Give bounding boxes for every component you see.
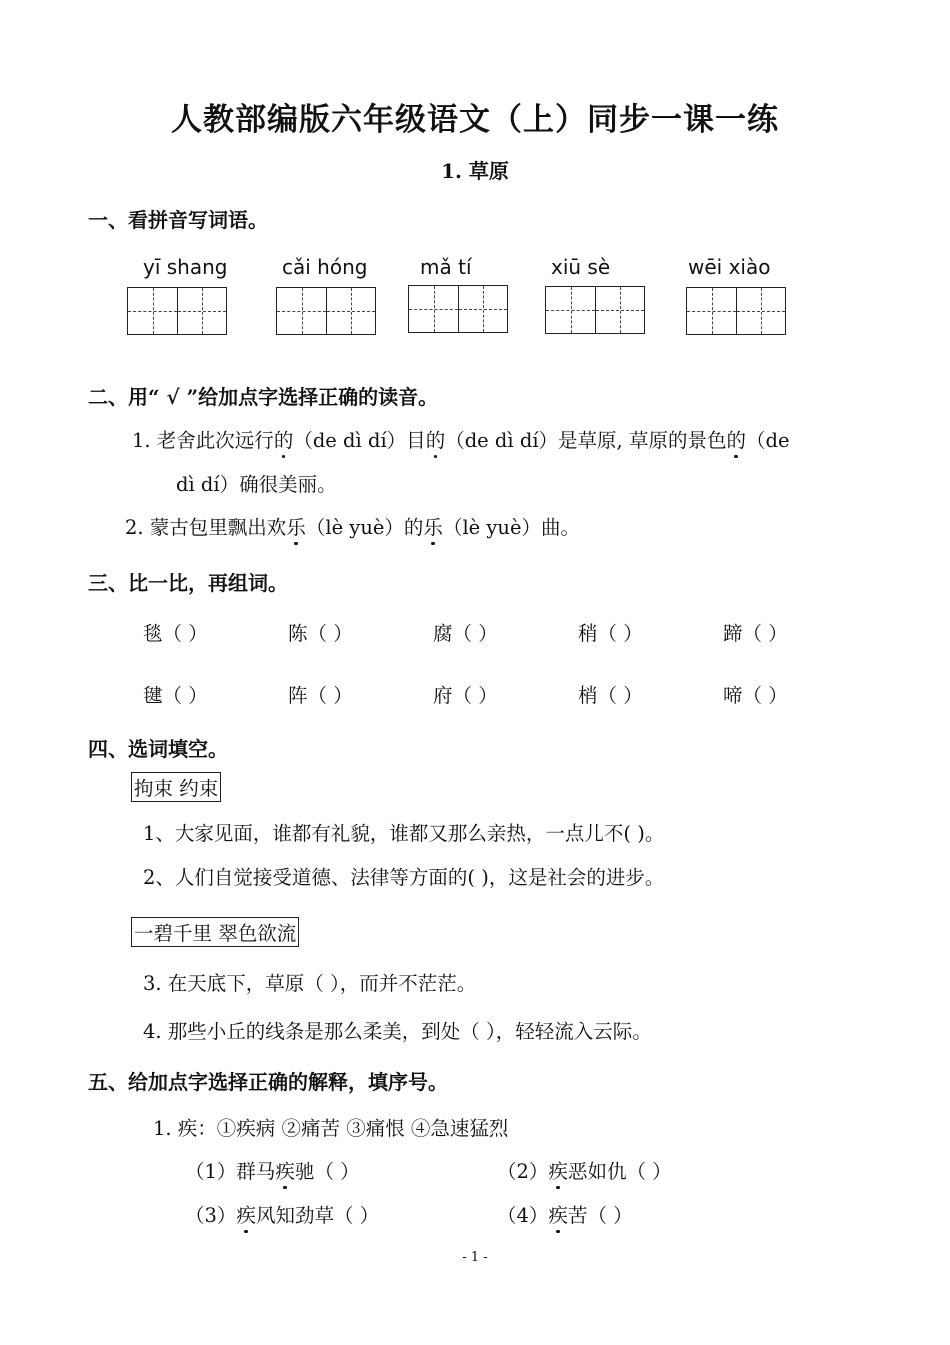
compare-word-7: 阵（ ） bbox=[288, 684, 353, 707]
dotted-char: 的 bbox=[274, 425, 294, 453]
dotted-char: 疾 bbox=[275, 1156, 295, 1184]
compare-word-1: 毯（ ） bbox=[143, 622, 208, 645]
word-choice-box-1: 拘束 约束 bbox=[131, 772, 221, 802]
word-choice-box-2: 一碧千里 翠色欲流 bbox=[131, 917, 299, 947]
writing-grid-2[interactable] bbox=[276, 287, 376, 335]
s5-item-1: （1）群马疾驰（ ） bbox=[185, 1156, 360, 1184]
pinyin-4: xiū sè bbox=[551, 255, 611, 279]
s2-question-1: 1. 老舍此次远行的（de dì dí）目的（de dì dí）是草原, 草原的景色的（de bbox=[132, 425, 790, 453]
writing-grid-3[interactable] bbox=[408, 285, 508, 333]
writing-grid-5[interactable] bbox=[686, 287, 786, 335]
lesson-title: 1. 草原 bbox=[441, 159, 509, 183]
dotted-char: 疾 bbox=[548, 1156, 568, 1184]
page-number: - 1 - bbox=[462, 1250, 488, 1265]
compare-word-2: 陈（ ） bbox=[288, 622, 353, 645]
compare-word-6: 毽（ ） bbox=[143, 684, 208, 707]
s4-question-3: 3. 在天底下，草原（ ），而并不茫茫。 bbox=[143, 972, 477, 995]
compare-word-9: 梢（ ） bbox=[578, 684, 643, 707]
s5-item-3: （3）疾风知劲草（ ） bbox=[185, 1200, 379, 1228]
dotted-char: 乐 bbox=[286, 512, 306, 540]
section-2-heading: 二、用“ √ ”给加点字选择正确的读音。 bbox=[88, 385, 439, 409]
s2-question-1-cont: dì dí）确很美丽。 bbox=[176, 473, 337, 496]
compare-word-5: 蹄（ ） bbox=[723, 622, 788, 645]
section-4-heading: 四、选词填空。 bbox=[88, 737, 228, 761]
dotted-char: 乐 bbox=[423, 512, 443, 540]
compare-word-4: 稍（ ） bbox=[578, 622, 643, 645]
page-title: 人教部编版六年级语文（上）同步一课一练 bbox=[171, 102, 779, 138]
s4-question-1: 1、大家见面，谁都有礼貌，谁都又那么亲热，一点儿不( )。 bbox=[143, 822, 665, 845]
pinyin-1: yī shang bbox=[143, 255, 228, 279]
pinyin-2: cǎi hóng bbox=[282, 255, 368, 279]
s4-question-4: 4. 那些小丘的线条是那么柔美，到处（ ），轻轻流入云际。 bbox=[143, 1020, 652, 1043]
dotted-char: 的 bbox=[426, 425, 446, 453]
pinyin-5: wēi xiào bbox=[688, 255, 771, 279]
s5-item-4: （4）疾苦（ ） bbox=[497, 1200, 633, 1228]
compare-word-3: 腐（ ） bbox=[433, 622, 498, 645]
section-3-heading: 三、比一比，再组词。 bbox=[88, 571, 288, 595]
compare-word-10: 啼（ ） bbox=[723, 684, 788, 707]
pinyin-3: mǎ tí bbox=[420, 255, 472, 279]
dotted-char: 疾 bbox=[236, 1200, 256, 1228]
s5-item-2: （2）疾恶如仇（ ） bbox=[497, 1156, 672, 1184]
s4-question-2: 2、人们自觉接受道德、法律等方面的( )，这是社会的进步。 bbox=[143, 866, 665, 889]
dotted-char: 的 bbox=[726, 425, 746, 453]
section-5-heading: 五、给加点字选择正确的解释，填序号。 bbox=[88, 1070, 448, 1094]
s5-question-1: 1. 疾：①疾病 ②痛苦 ③痛恨 ④急速猛烈 bbox=[153, 1117, 509, 1140]
s2-question-2: 2. 蒙古包里飘出欢乐（lè yuè）的乐（lè yuè）曲。 bbox=[125, 512, 580, 540]
dotted-char: 疾 bbox=[548, 1200, 568, 1228]
section-1-heading: 一、看拼音写词语。 bbox=[88, 208, 268, 232]
writing-grid-4[interactable] bbox=[545, 286, 645, 334]
writing-grid-1[interactable] bbox=[127, 287, 227, 335]
compare-word-8: 府（ ） bbox=[433, 684, 498, 707]
